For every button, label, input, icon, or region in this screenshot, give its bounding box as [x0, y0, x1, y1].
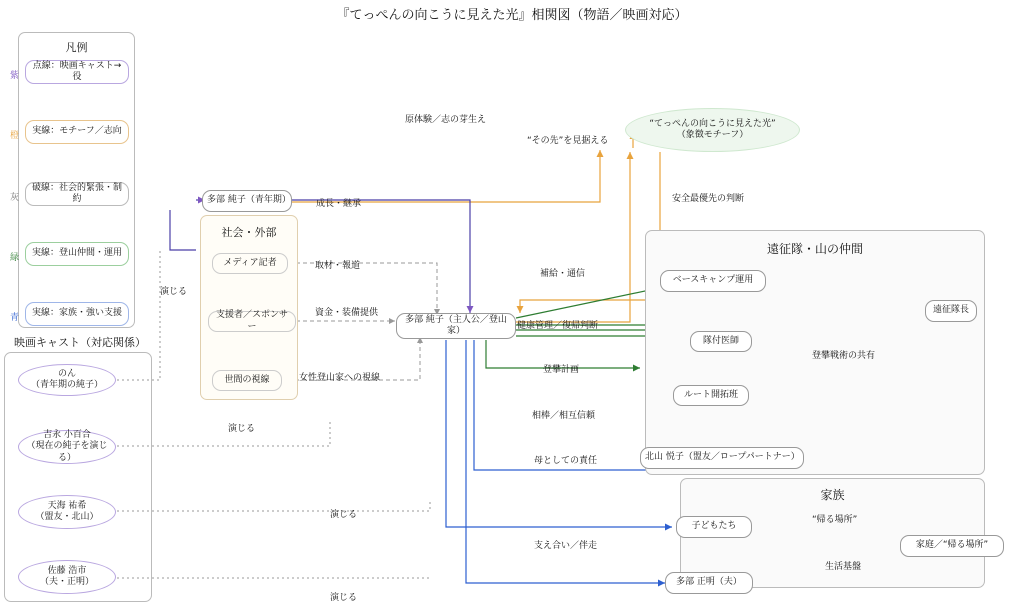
- edge-label-plan: 登攀計画: [543, 365, 580, 375]
- cast-node-1[interactable]: [18, 430, 116, 464]
- edge-label-return: “帰る場所”: [812, 515, 858, 525]
- edge-label-act-2: 演じる: [330, 510, 358, 520]
- cast-role-1: （現在の純子を演じる）: [26, 441, 108, 463]
- cast-node-0[interactable]: [18, 364, 116, 396]
- cast-role-0: （青年期の純子）: [30, 380, 103, 390]
- node-doctor[interactable]: 隊付医師: [690, 331, 752, 352]
- edge-label-life: 生活基盤: [825, 562, 862, 572]
- cast-node-3[interactable]: [18, 560, 116, 594]
- node-symbol[interactable]: [625, 108, 800, 152]
- cluster-family-title: 家族: [820, 488, 845, 502]
- legend-color-4: 青: [10, 313, 20, 323]
- node-children[interactable]: 子どもたち: [676, 516, 752, 538]
- edge-label-act-0: 演じる: [160, 287, 188, 297]
- node-sponsor[interactable]: 支援者／スポンサー: [208, 311, 296, 332]
- node-kitayama[interactable]: 北山 悦子（盟友／ロープパートナー）: [640, 447, 804, 469]
- edge-label-trust: 相棒／相互信頼: [532, 411, 596, 421]
- cast-name-1: 吉永 小百合: [43, 430, 91, 441]
- legend-color-3: 緑: [10, 253, 20, 263]
- node-junko-young[interactable]: 多部 純子（青年期）: [202, 190, 292, 212]
- cast-name-2: 天海 祐希: [47, 500, 87, 511]
- edge-label-act-3: 演じる: [330, 593, 358, 603]
- edge-label-tactics: 登攀戦術の共有: [812, 351, 876, 361]
- legend-color-1: 橙: [10, 131, 20, 141]
- cluster-movie-cast-title: 映画キャスト（対応関係）: [14, 336, 146, 349]
- edge-label-support: 支え合い／伴走: [534, 541, 598, 551]
- legend-color-2: 灰: [10, 193, 20, 203]
- node-basecamp[interactable]: ベースキャンプ運用: [660, 270, 766, 292]
- cluster-society-title: 社会・外部: [221, 226, 277, 239]
- edge-label-health: 健康管理／復帰判断: [517, 321, 599, 331]
- node-home[interactable]: 家庭／“帰る場所”: [900, 535, 1004, 557]
- legend-item-1: 実線：モチーフ／志向: [25, 120, 129, 144]
- page-title: 『てっぺんの向こうに見えた光』相関図（物語／映画対応）: [336, 8, 688, 23]
- node-masaaki[interactable]: 多部 正明（夫）: [665, 572, 753, 594]
- node-symbol-line2: （象徴モチーフ）: [676, 130, 749, 140]
- edge-label-beyond: “その先”を見据える: [527, 136, 609, 146]
- node-junko-main[interactable]: 多部 純子（主人公／登山家）: [396, 313, 516, 339]
- cast-name-0: のん: [57, 368, 76, 379]
- edge-label-mother: 母としての責任: [534, 456, 598, 466]
- edge-label-gaze: 女性登山家への視線: [299, 373, 381, 383]
- node-leader[interactable]: 遠征隊長: [925, 300, 977, 322]
- cast-node-2[interactable]: [18, 495, 116, 529]
- edge-label-funding: 資金・装備提供: [315, 308, 379, 318]
- node-route[interactable]: ルート開拓班: [673, 385, 749, 406]
- legend-item-0: 点線：映画キャスト→役: [25, 60, 129, 84]
- edge-label-safety: 安全最優先の判断: [672, 194, 745, 204]
- cluster-expedition-title: 遠征隊・山の仲間: [766, 242, 863, 256]
- edge-label-origin: 原体験／志の芽生え: [405, 115, 487, 125]
- node-media[interactable]: メディア記者: [212, 253, 288, 274]
- edge-label-interview: 取材・報道: [315, 261, 361, 271]
- legend-color-0: 紫: [10, 71, 20, 81]
- cast-name-3: 佐藤 浩市: [47, 565, 87, 576]
- legend-item-4: 実線：家族・強い支援: [25, 302, 129, 326]
- edge-label-supply: 補給・通信: [540, 269, 586, 279]
- node-symbol-line1: “てっぺんの向こうに見えた光”: [649, 118, 776, 129]
- node-public-eye[interactable]: 世間の視線: [212, 370, 282, 391]
- cast-role-3: （夫・正明）: [39, 577, 94, 587]
- legend-item-3: 実線：登山仲間・運用: [25, 242, 129, 266]
- legend-item-2: 破線：社会的緊張・制約: [25, 182, 129, 206]
- legend-title: 凡例: [65, 41, 88, 54]
- edge-label-act-1: 演じる: [228, 424, 256, 434]
- edge-label-growth: 成長・継承: [316, 199, 362, 209]
- cast-role-2: （盟友・北山）: [35, 512, 99, 522]
